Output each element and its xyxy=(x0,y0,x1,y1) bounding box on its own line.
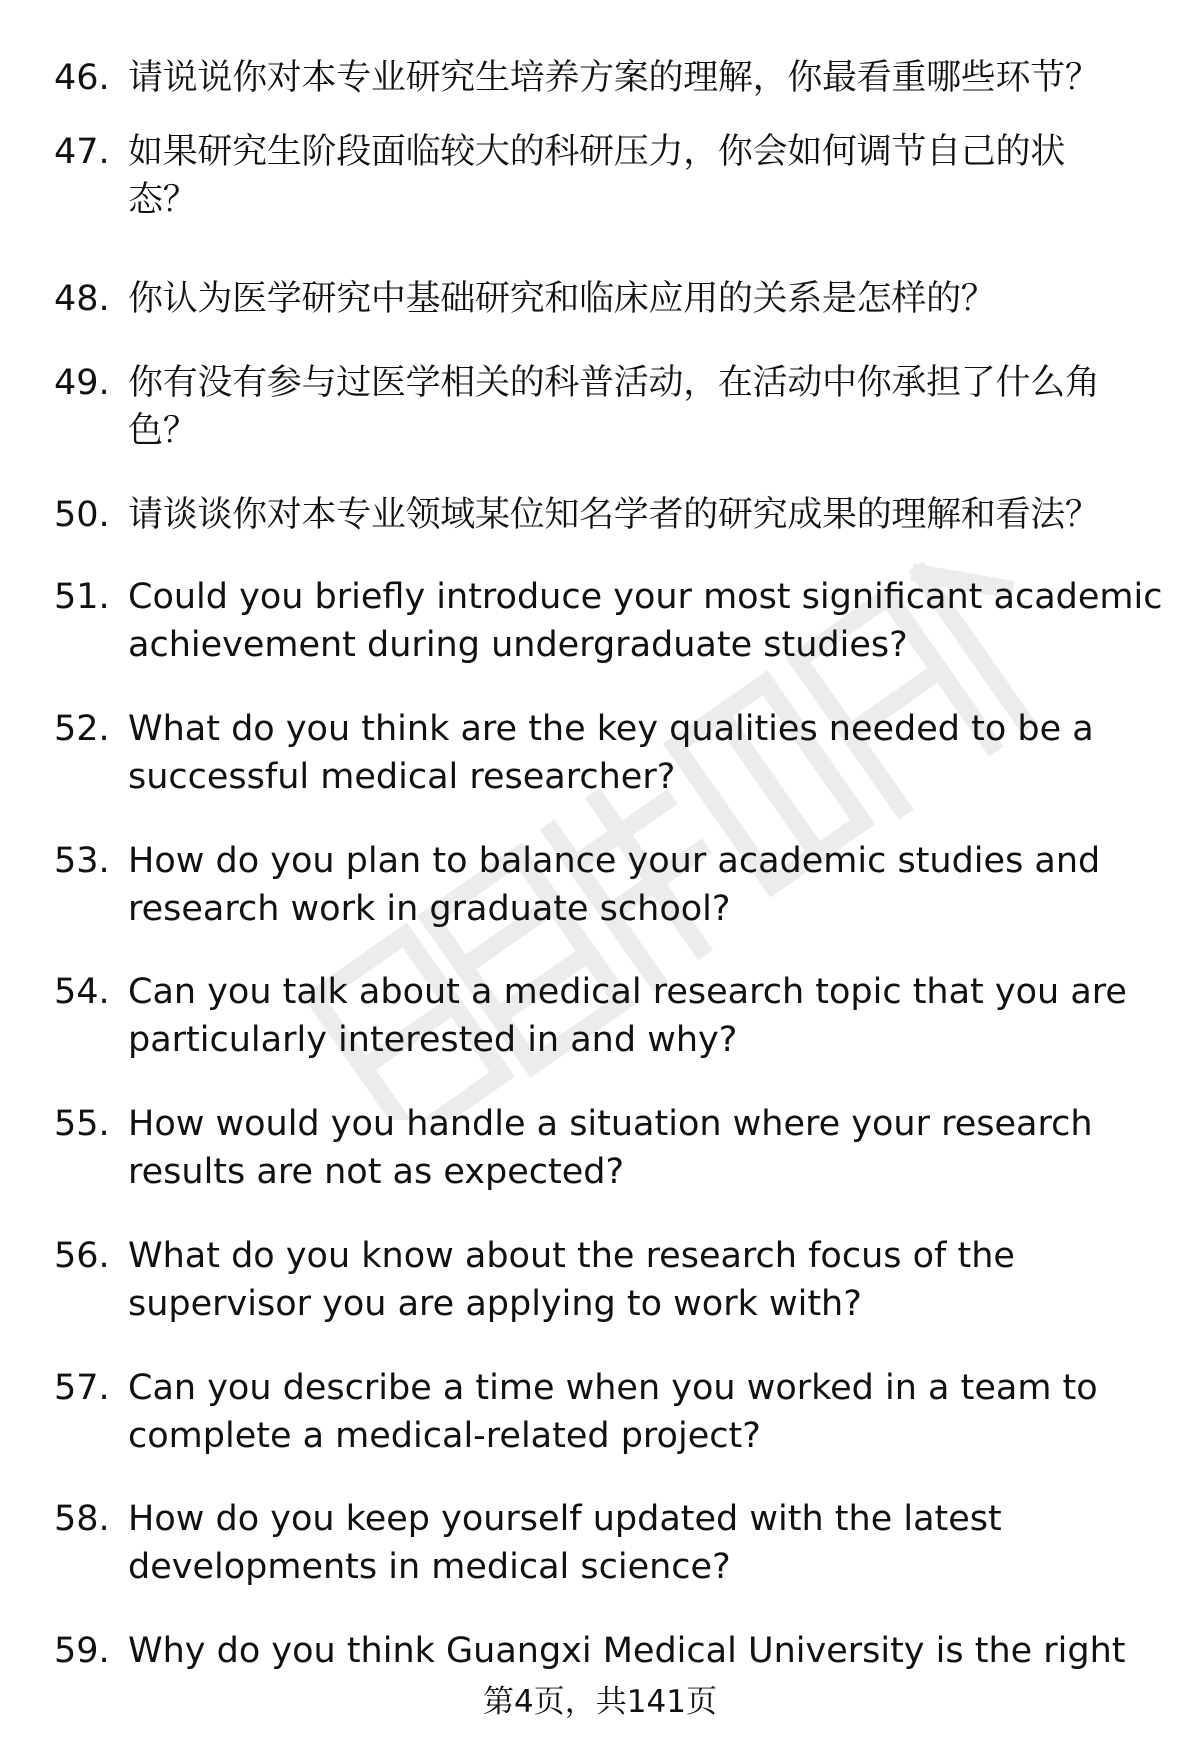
question-number: 56. xyxy=(54,1236,110,1276)
question-text xyxy=(128,837,1168,933)
question-text xyxy=(128,1495,1168,1591)
question-number: 57. xyxy=(54,1368,110,1408)
question-line: What do you know about the research focus of the xyxy=(128,1236,1015,1276)
question-line: 你有没有参与过医学相关的科普活动，在活动中你承担了什么角 xyxy=(128,363,1100,403)
question-line: research work in graduate school? xyxy=(128,889,731,929)
question-line: How do you keep yourself updated with the latest xyxy=(128,1499,1002,1539)
question-line: Why do you think Guangxi Medical University is the right xyxy=(128,1631,1126,1671)
question-line: How do you plan to balance your academic studies and xyxy=(128,841,1101,881)
question-text xyxy=(128,705,1168,801)
question-number: 53. xyxy=(54,841,110,881)
question-line: What do you think are the key qualities needed to be a xyxy=(128,709,1094,749)
question-text xyxy=(128,1100,1168,1196)
question-text xyxy=(128,573,1168,669)
question-number: 47. xyxy=(54,132,110,172)
question-line: successful medical researcher? xyxy=(128,757,676,797)
question-line: Can you talk about a medical research topic that you are xyxy=(128,972,1127,1012)
question-text xyxy=(128,128,1168,224)
question-line: complete a medical-related project? xyxy=(128,1416,761,1456)
question-text xyxy=(128,1232,1168,1328)
question-line: 色？ xyxy=(128,411,198,451)
question-text xyxy=(128,491,1168,539)
question-number: 55. xyxy=(54,1104,110,1144)
question-text xyxy=(128,54,1168,102)
question-line: results are not as expected? xyxy=(128,1152,625,1192)
page-footer xyxy=(0,1680,1200,1724)
question-number: 48. xyxy=(54,279,110,319)
question-number: 54. xyxy=(54,972,110,1012)
question-number: 51. xyxy=(54,577,110,617)
question-line: 请谈谈你对本专业领域某位知名学者的研究成果的理解和看法？ xyxy=(128,495,1100,535)
question-text xyxy=(128,1627,1168,1675)
question-number: 58. xyxy=(54,1499,110,1539)
question-line: 请说说你对本专业研究生培养方案的理解，你最看重哪些环节？ xyxy=(128,58,1100,98)
question-line: particularly interested in and why? xyxy=(128,1020,738,1060)
question-line: 如果研究生阶段面临较大的科研压力，你会如何调节自己的状 xyxy=(128,132,1065,172)
question-line: achievement during undergraduate studies? xyxy=(128,625,908,665)
question-number: 46. xyxy=(54,58,110,98)
question-text xyxy=(128,275,1168,323)
question-number: 50. xyxy=(54,495,110,535)
question-line: 你认为医学研究中基础研究和临床应用的关系是怎样的？ xyxy=(128,279,996,319)
question-line: How would you handle a situation where your research xyxy=(128,1104,1093,1144)
question-line: Could you briefly introduce your most significant academic xyxy=(128,577,1163,617)
question-text xyxy=(128,1364,1168,1460)
question-text xyxy=(128,968,1168,1064)
question-line: Can you describe a time when you worked in a team to xyxy=(128,1368,1098,1408)
page-number-label: 第4页，共141页 xyxy=(483,1684,717,1720)
question-number: 59. xyxy=(54,1631,110,1671)
question-number: 49. xyxy=(54,363,110,403)
question-line: supervisor you are applying to work with? xyxy=(128,1284,862,1324)
question-line: developments in medical science? xyxy=(128,1547,731,1587)
question-line: 态？ xyxy=(128,180,198,220)
question-text xyxy=(128,359,1168,455)
question-number: 52. xyxy=(54,709,110,749)
